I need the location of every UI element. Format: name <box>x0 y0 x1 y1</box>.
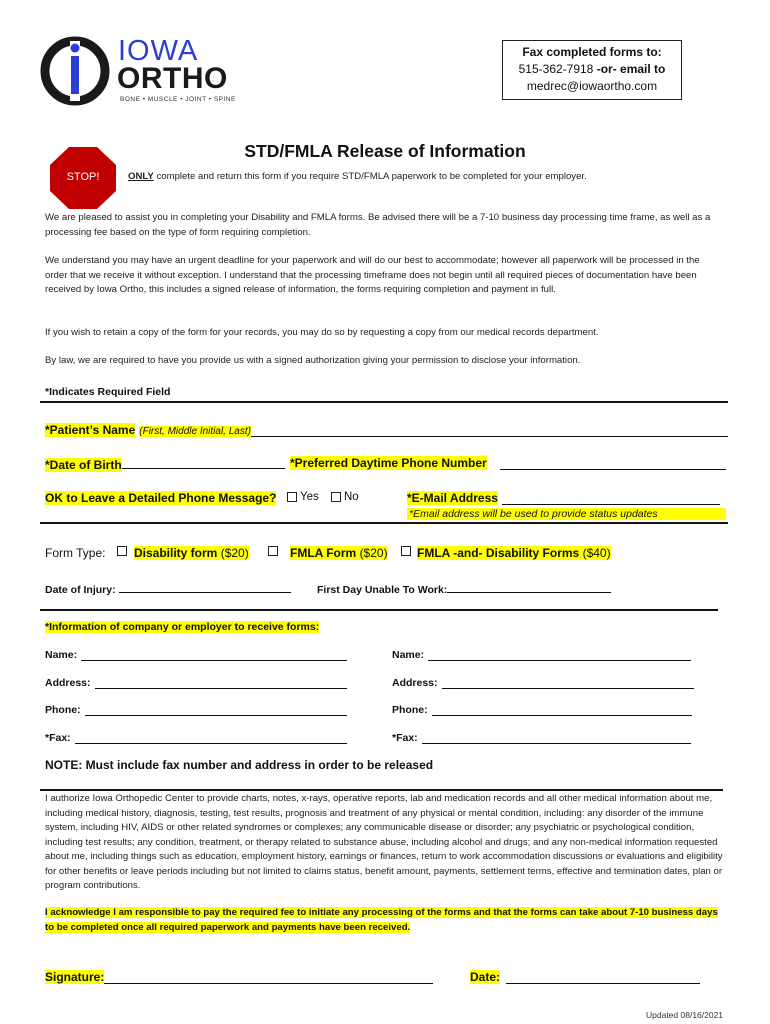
patient-name-hint: (First, Middle Initial, Last) <box>139 426 251 437</box>
company-1-fax-row <box>45 732 347 744</box>
intro-paragraph-1: We are pleased to assist you in completing your Disability and FMLA forms. Be advised there will be a 7-10 business day processing time frame, as well as a processing fee based on the type of form requiring completion. <box>45 212 711 238</box>
signature-label: Signature: <box>45 970 105 984</box>
updated-date: Updated 08/16/2021 <box>646 1010 724 1020</box>
fmla-form-option[interactable] <box>290 546 388 560</box>
divider <box>40 789 723 791</box>
divider <box>40 609 718 611</box>
first-day-label: First Day Unable To Work: <box>317 584 448 596</box>
company-1-phone-label: Phone: <box>45 704 81 716</box>
intro-paragraph-3: If you wish to retain a copy of the form for your records, you may do so by requesting a copy from our medical records department. <box>45 327 599 338</box>
form-type-label: Form Type: <box>45 546 106 560</box>
intro-paragraph-2: We understand you may have an urgent deadline for your paperwork and will do our best to accommodate; however all paperwork will be processed in the order that we receive it without exception. I understand that the processing timeframe does not begin until all required pieces of documentation have been received by Iowa Ortho, this includes a signed release of information, the forms requiring completion and payment in full. <box>45 255 700 295</box>
company-1-address-label: Address: <box>45 677 91 689</box>
first-day-row <box>317 582 611 596</box>
fax-or-email: -or- email to <box>593 62 666 76</box>
fmla-disability-fee: ($40) <box>582 546 611 560</box>
yes-option[interactable] <box>287 491 319 503</box>
email-field[interactable] <box>502 491 720 505</box>
email-row <box>407 491 498 505</box>
company-2-name-row <box>392 649 691 661</box>
patient-name-field[interactable] <box>251 424 728 437</box>
company-2-fax-field[interactable] <box>422 732 691 744</box>
injury-label: Date of Injury: <box>45 584 116 596</box>
company-1-name-row <box>45 649 347 661</box>
acknowledgement-text: I acknowledge I am responsible to pay the required fee to initiate any processing of the forms and that the forms can take about 7-10 business days to be completed once all required paperwork and payments have been received. <box>45 907 718 933</box>
fax-box-email: medrec@iowaortho.com <box>526 79 658 93</box>
fax-box-heading: Fax completed forms to: <box>522 45 662 59</box>
no-option[interactable] <box>331 491 359 503</box>
iowa-ortho-logo <box>40 36 240 108</box>
fmla-form-name: FMLA Form <box>290 546 357 560</box>
logo-tagline: BONE • MUSCLE • JOINT • SPINE <box>120 96 236 103</box>
injury-date-field[interactable] <box>119 582 291 593</box>
date-label: Date: <box>470 970 501 984</box>
company-2-fax-label: *Fax: <box>392 732 418 744</box>
stop-sign-label: STOP! <box>66 171 100 183</box>
signature-field[interactable] <box>104 970 433 984</box>
acknowledgement-box <box>45 905 725 935</box>
phone-row <box>290 456 487 470</box>
fmla-disability-name: FMLA -and- Disability Forms <box>417 546 580 560</box>
fmla-disability-checkbox[interactable] <box>401 546 411 556</box>
logo-mark-icon <box>40 36 110 106</box>
company-1-phone-field[interactable] <box>85 704 347 716</box>
company-2-address-row <box>392 677 694 689</box>
company-2-address-field[interactable] <box>442 677 694 689</box>
phone-field[interactable] <box>500 456 726 470</box>
disability-form-name: Disability form <box>134 546 218 560</box>
company-1-phone-row <box>45 704 347 716</box>
signature-row <box>45 970 433 984</box>
no-label: No <box>344 491 359 503</box>
patient-name-label: *Patient’s Name <box>45 423 136 437</box>
company-2-address-label: Address: <box>392 677 438 689</box>
only-emphasis: ONLY <box>128 171 154 182</box>
release-note: NOTE: Must include fax number and address in order to be released <box>45 758 434 772</box>
company-2-name-field[interactable] <box>428 649 691 661</box>
dob-field[interactable] <box>122 456 285 469</box>
required-field-note: *Indicates Required Field <box>45 386 171 398</box>
date-row <box>470 970 700 984</box>
stop-sign-icon <box>49 146 117 210</box>
date-field[interactable] <box>506 970 700 984</box>
fax-instructions-box <box>502 40 682 100</box>
company-1-address-field[interactable] <box>95 677 347 689</box>
fmla-disability-option[interactable] <box>417 546 611 560</box>
yes-checkbox[interactable] <box>287 492 297 502</box>
phone-label: *Preferred Daytime Phone Number <box>290 456 487 470</box>
disability-form-fee: ($20) <box>220 546 249 560</box>
company-2-phone-row <box>392 704 692 716</box>
message-row <box>45 491 276 505</box>
message-label: OK to Leave a Detailed Phone Message? <box>45 491 277 505</box>
only-instruction <box>128 171 587 182</box>
logo-text-iowa: IOWA <box>118 35 199 67</box>
authorization-text: I authorize Iowa Orthopedic Center to provide charts, notes, x-rays, operative reports, lab and medication records and all other medical information about me, including medical history, diagnosis, testing, test results, prognosis and treatment of any physical or mental condition, including: any disorder of the immune system, including HIV, AIDS or other related syndromes or complexes; any communicable disease or disorder; any psychiatric or psychological condition, including test results; any condition, treatment, or therapy related to substance abuse, including alcohol and drugs; and any non-medical information requested about me, including things such as education, employment history, earnings or finances, return to work accommodation discussions or evaluations and eligibility for other benefits or leave periods including but not limited to claims status, benefit amount, payments, settlement terms, effective and termination dates, plan or program contributions. <box>45 793 723 891</box>
only-instruction-text: complete and return this form if you require STD/FMLA paperwork to be completed for your employer. <box>153 171 587 182</box>
company-2-phone-field[interactable] <box>432 704 692 716</box>
fmla-form-checkbox[interactable] <box>268 546 278 556</box>
fmla-form-fee: ($20) <box>359 546 388 560</box>
company-2-name-label: Name: <box>392 649 425 661</box>
email-label: *E-Mail Address <box>407 491 498 505</box>
dob-label: *Date of Birth <box>45 458 122 472</box>
email-note: *Email address will be used to provide status updates <box>407 508 726 520</box>
company-1-address-row <box>45 677 347 689</box>
injury-row <box>45 582 291 596</box>
disability-form-checkbox[interactable] <box>117 546 127 556</box>
divider <box>40 401 728 403</box>
first-day-field[interactable] <box>447 582 611 593</box>
logo-text-ortho: ORTHO <box>117 62 228 95</box>
dob-row <box>45 456 285 472</box>
fax-box-contact <box>503 61 681 78</box>
no-checkbox[interactable] <box>331 492 341 502</box>
company-2-fax-row <box>392 732 691 744</box>
company-1-fax-label: *Fax: <box>45 732 71 744</box>
company-2-phone-label: Phone: <box>392 704 428 716</box>
patient-name-row <box>45 423 728 437</box>
company-1-name-label: Name: <box>45 649 78 661</box>
company-1-fax-field[interactable] <box>75 732 347 744</box>
company-1-name-field[interactable] <box>81 649 347 661</box>
disability-form-option[interactable] <box>134 546 249 560</box>
fax-number: 515-362-7918 <box>518 62 594 76</box>
divider <box>40 522 728 524</box>
yes-label: Yes <box>300 491 319 503</box>
intro-paragraph-4: By law, we are required to have you provide us with a signed authorization giving your permission to disclose your information. <box>45 355 581 366</box>
company-heading: *Information of company or employer to receive forms: <box>45 621 320 633</box>
page-title: STD/FMLA Release of Information <box>244 141 526 161</box>
